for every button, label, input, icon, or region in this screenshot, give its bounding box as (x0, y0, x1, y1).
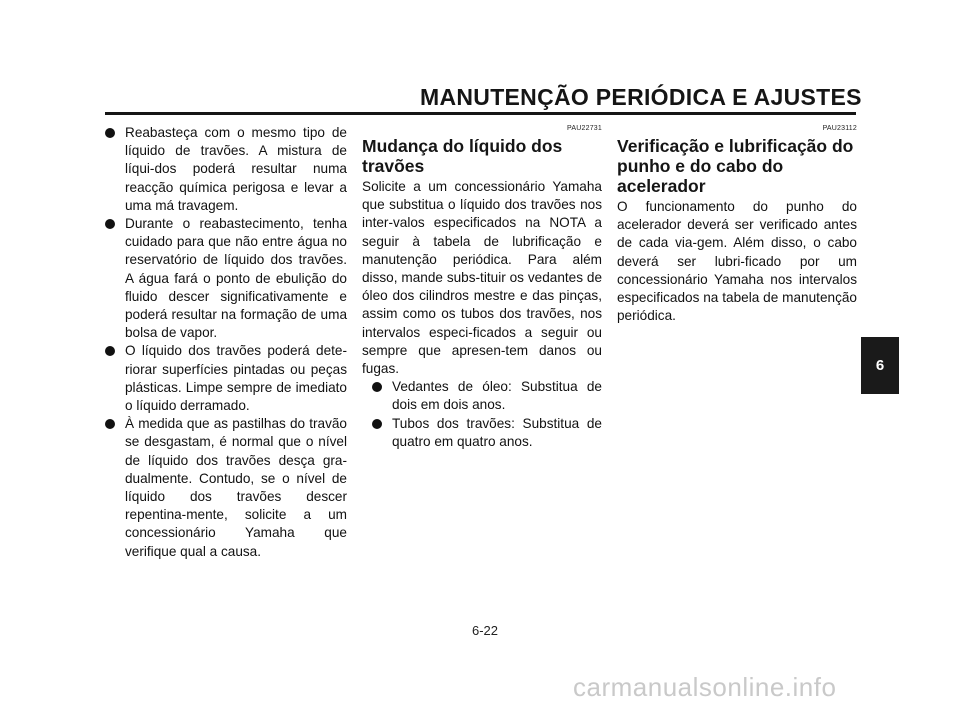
list-item (103, 342, 347, 415)
list-item-text: Vedantes de óleo: Substitua de dois em dois anos. (392, 379, 602, 413)
list-item (370, 378, 602, 414)
bullet-icon (105, 419, 115, 429)
header-rule (105, 112, 856, 115)
right-column (617, 124, 857, 325)
replacement-list (362, 378, 602, 451)
list-item (370, 415, 602, 451)
bullet-icon (105, 219, 115, 229)
bullet-icon (372, 382, 382, 392)
bullet-icon (372, 419, 382, 429)
list-item-text: Durante o reabastecimento, tenha cuidado para que não entre água no reservatório de líquido dos travões. A água fará o ponto de ebulição do fluido descer significativamente e poderá resultar na formação de uma bolsa de vapor. (125, 216, 347, 341)
bullet-icon (105, 346, 115, 356)
list-item (103, 124, 347, 215)
section-heading: Verificação e lubrificação do punho e do cabo do acelerador (617, 136, 854, 196)
middle-column (362, 124, 602, 451)
watermark: carmanualsonline.info (573, 672, 837, 702)
section-code: PAU22731 (567, 125, 602, 132)
section-code: PAU23112 (822, 125, 857, 132)
page-title: MANUTENÇÃO PERIÓDICA E AJUSTES (420, 84, 862, 110)
list-item-text: O líquido dos travões poderá dete-riorar superfícies pintadas ou peças plásticas. Limpe sempre de imediato o líquido derramado. (125, 343, 347, 414)
bullet-icon (105, 128, 115, 138)
list-item-text: Tubos dos travões: Substitua de quatro em quatro anos. (392, 415, 602, 449)
caution-list (103, 124, 347, 561)
page-number: 6-22 (471, 623, 499, 638)
section-paragraph: Solicite a um concessionário Yamaha que substitua o líquido dos travões nos inter-valos especificados na NOTA a seguir à tabela de lubrificação e manutenção periódica. Para além disso, mande subs-tituir os vedantes de óleo dos cilindros mestre e das pinças, assim como os tubos dos travões, nos intervalos especi-ficados a seguir ou sempre que apresen-tem danos ou fugas. (362, 179, 602, 377)
section-heading: Mudança do líquido dos travões (362, 136, 563, 176)
list-item (103, 215, 347, 342)
list-item-text: À medida que as pastilhas do travão se desgastam, é normal que o nível de líquido dos travões desça gra-dualmente. Contudo, se o nível de líquido dos travões descer repentina-mente, solicite a um concessionário Yamaha que verifique qual a causa. (125, 416, 347, 559)
list-item-text: Reabasteça com o mesmo tipo de líquido de travões. A mistura de líqui-dos poderá resultar numa reacção química perigosa e levar a uma má travagem. (125, 125, 347, 213)
list-item (103, 415, 347, 561)
chapter-tab: 6 (861, 337, 899, 394)
section-paragraph: O funcionamento do punho do acelerador deverá ser verificado antes de cada via-gem. Além disso, o cabo deverá ser lubri-ficado por um concessionário Yamaha nos intervalos especificados na tabela de manutenção periódica. (617, 199, 857, 324)
left-column (103, 124, 347, 561)
